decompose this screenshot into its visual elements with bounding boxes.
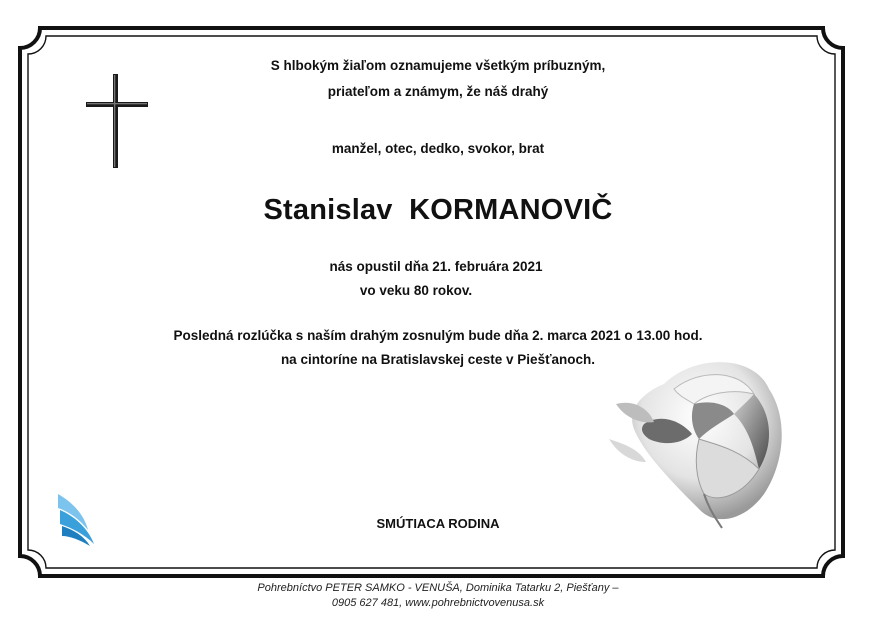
- relations-line: manžel, otec, dedko, svokor, brat: [331, 141, 545, 156]
- footer-line-1: Pohrebníctvo PETER SAMKO - VENUŠA, Dominika Tatarku 2, Piešťany –: [257, 582, 619, 594]
- farewell-line-1: Posledná rozlúčka s naším drahým zosnulým bude dňa 2. marca 2021 o 13.00 hod.: [173, 328, 703, 343]
- deceased-name: Stanislav KORMANOVIČ: [263, 194, 613, 226]
- passed-line: nás opustil dňa 21. februára 2021: [329, 259, 543, 274]
- intro-line-2: priateľom a známym, že náš drahý: [327, 84, 549, 99]
- intro-line-1: S hlbokým žiaľom oznamujeme všetkým príbuzným,: [270, 58, 606, 73]
- footer-line-2: 0905 627 481, www.pohrebnictvovenusa.sk: [331, 597, 545, 609]
- age-line: vo veku 80 rokov.: [359, 283, 473, 298]
- farewell-line-2: na cintoríne na Bratislavskej ceste v Piešťanoch.: [280, 352, 596, 367]
- signature: SMÚTIACA RODINA: [376, 516, 500, 531]
- rose-image: [604, 344, 800, 530]
